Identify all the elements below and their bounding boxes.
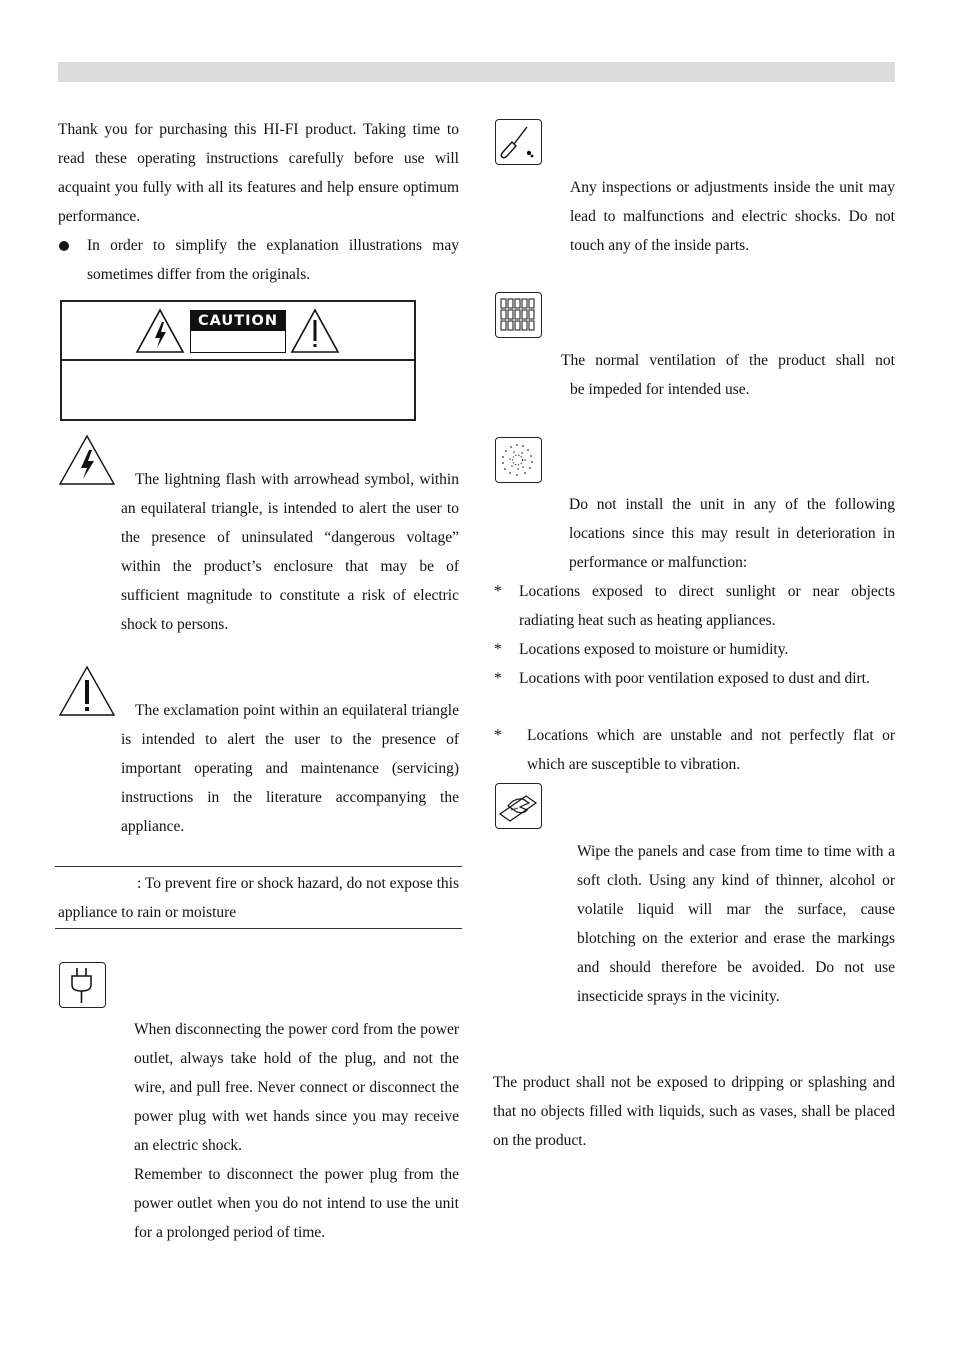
cleaning-icon-box [495, 783, 542, 829]
lightning-symbol-text: The lightning flash with arrowhead symbol, within an equilateral triangle, is intended to alert the user to the presence of uninsulated “dangerous voltage” within the product’s enclosure that may be of sufficient magnitude to constitute a risk of electric shock to persons. [121, 471, 459, 633]
location-icon-box [495, 437, 542, 483]
caution-label: CAUTION [191, 311, 285, 331]
cleaning-text: Wipe the panels and case from time to time with a soft cloth. Using any kind of thinner, alcohol or volatile liquid will mar the surface, cause blotching on the exterior and erase the markings and should therefore be avoided. Do not use insecticide sprays in the vicinity. [577, 843, 895, 1005]
ventilation-icon-box [495, 292, 542, 338]
exclamation-symbol-text: The exclamation point within an equilateral triangle is intended to alert the user to the presence of important operating and maintenance (servicing) instructions in the literature accompanying the appliance. [121, 702, 459, 835]
lightning-symbol-icon [58, 434, 116, 486]
bullet-icon [59, 241, 69, 251]
liquids-text: The product shall not be exposed to dripping or splashing and that no objects filled with liquids, such as vases, shall be placed on the product. [493, 1074, 895, 1149]
power-plug-icon-box [59, 962, 106, 1008]
ventilation-text-line2: be impeded for intended use. [570, 381, 750, 398]
intro-paragraph: Thank you for purchasing this HI-FI product. Taking time to read these operating instructions carefully before use will acquaint you fully with all its features and help ensure optimum performance. [58, 121, 459, 225]
screwdriver-icon [496, 120, 540, 163]
warning-note: : To prevent fire or shock hazard, do not expose this appliance to rain or moisture [58, 875, 459, 921]
caution-label-box [190, 310, 286, 353]
ventilation-text-line1: The normal ventilation of the product shall not [561, 352, 895, 369]
dust-location-icon [496, 438, 540, 481]
vent-grille-icon [496, 293, 540, 336]
installation-item-1: Locations exposed to direct sunlight or near objects radiating heat such as heating appliances. [519, 583, 895, 629]
caution-panel-divider [62, 359, 414, 361]
power-plug-icon [60, 963, 104, 1006]
list-star-4: * [494, 727, 502, 744]
warning-bottom-rule [55, 928, 462, 929]
lightning-warning-icon [135, 308, 185, 354]
power-cord-text-1: When disconnecting the power cord from the power outlet, always take hold of the plug, and not the wire, and pull free. Never connect or disconnect the power plug with wet hands since you may receive an electric shock. [134, 1021, 459, 1154]
list-star-1: * [494, 583, 502, 600]
power-cord-text-2: Remember to disconnect the power plug from the power outlet when you do not intend to use the unit for a prolonged period of time. [134, 1166, 459, 1241]
list-star-3: * [494, 670, 502, 687]
cloth-wipe-icon [496, 784, 540, 827]
intro-bullet-text: In order to simplify the explanation illustrations may sometimes differ from the originals. [87, 237, 459, 283]
installation-intro: Do not install the unit in any of the following locations since this may result in deterioration in performance or malfunction: [569, 496, 895, 571]
exclamation-symbol-icon [58, 665, 116, 717]
screwdriver-icon-box [495, 119, 542, 165]
installation-item-3: Locations with poor ventilation exposed to dust and dirt. [519, 670, 870, 687]
header-bar [58, 62, 895, 82]
installation-item-2: Locations exposed to moisture or humidity. [519, 641, 789, 658]
installation-item-4: Locations which are unstable and not perfectly flat or which are susceptible to vibration. [527, 727, 895, 773]
inspection-text: Any inspections or adjustments inside the unit may lead to malfunctions and electric shocks. Do not touch any of the inside parts. [570, 179, 895, 254]
exclamation-warning-icon [290, 308, 340, 354]
list-star-2: * [494, 641, 502, 658]
warning-top-rule [55, 866, 462, 867]
